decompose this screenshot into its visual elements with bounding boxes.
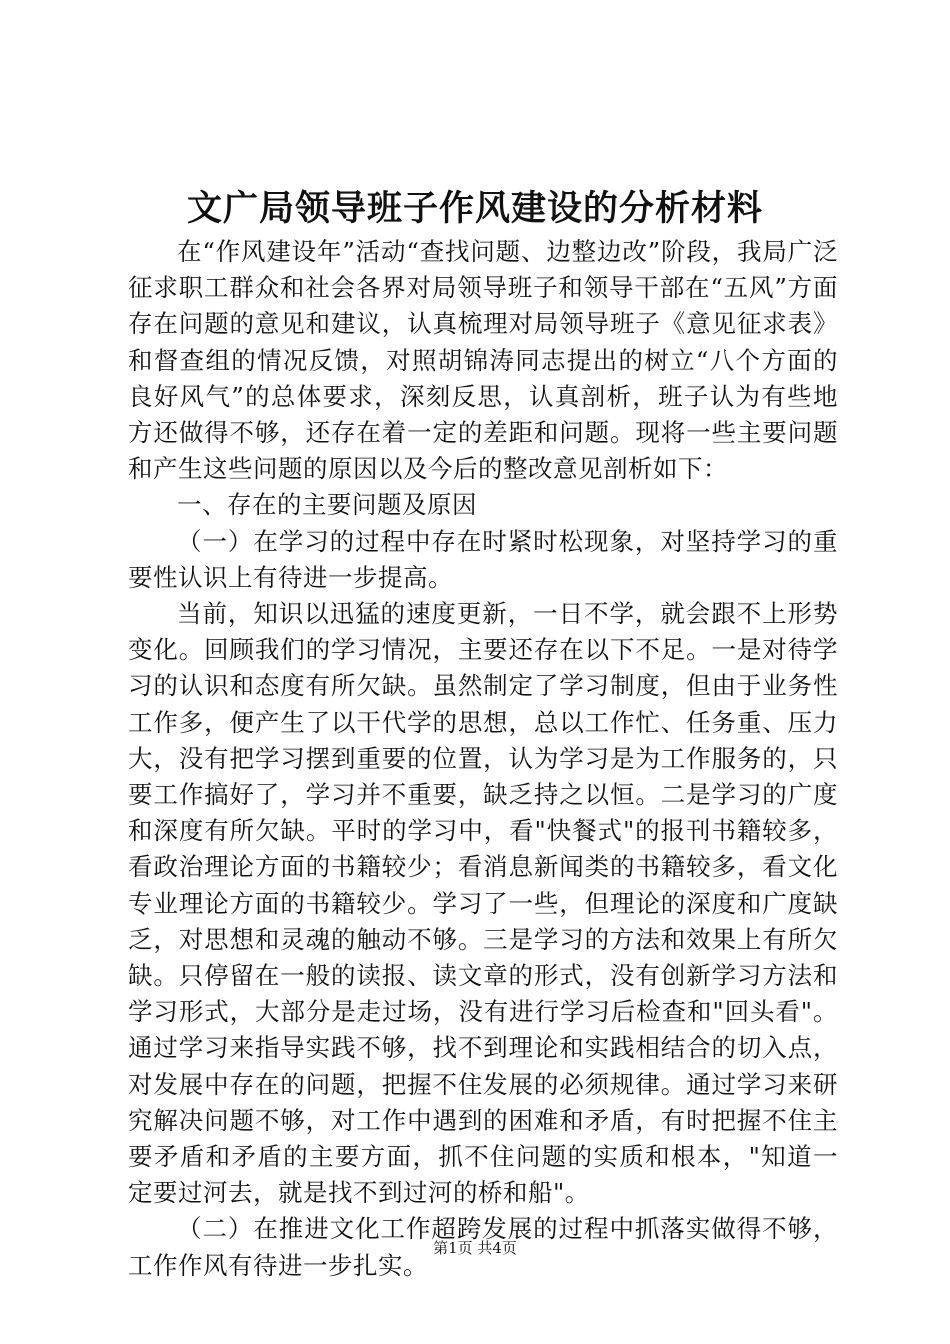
body-paragraph: 当前，知识以迅猛的速度更新，一日不学，就会跟不上形势变化。回顾我们的学习情况，主要还存在以下不足。一是对待学习的认识和态度有所欠缺。虽然制定了学习制度，但由于业务性工作多，便产生了以干代学的思想，总以工作忙、任务重、压力大，没有把学习摆到重要的位置，认为学习是为工作服务的，只要工作搞好了，学习并不重要，缺乏持之以恒。二是学习的广度和深度有所欠缺。平时的学习中，看"快餐式"的报刊书籍较多，看政治理论方面的书籍较少；看消息新闻类的书籍较多，看文化专业理论方面的书籍较少。学习了一些，但理论的深度和广度缺乏，对思想和灵魂的触动不够。三是学习的方法和效果上有所欠缺。只停留在一般的读报、读文章的形式，没有创新学习方法和学习形式，大部分是走过场，没有进行学习后检查和"回头看"。通过学习来指导实践不够，找不到理论和实践相结合的切入点，对发展中存在的问题，把握不住发展的必须规律。通过学习来研究解决问题不够，对工作中遇到的困难和矛盾，有时把握不住主要矛盾和矛盾的主要方面，抓不住问题的实质和根本，"知道一定要过河去，就是找不到过河的桥和船"。 (128, 599, 838, 1208)
subsection-heading-1: （一）在学习的过程中存在时紧时松现象，对坚持学习的重要性认识上有待进一步提高。 (128, 526, 838, 592)
section-heading: 一、存在的主要问题及原因 (177, 490, 477, 520)
document-body (128, 234, 838, 1284)
intro-paragraph: 在“作风建设年”活动“查找问题、边整边改”阶段，我局广泛征求职工群众和社会各界对局领导班子和领导干部在“五风”方面存在问题的意见和建议，认真梳理对局领导班子《意见征求表》和督查组的情况反馈，对照胡锦涛同志提出的树立“八个方面的良好风气”的总体要求，深刻反思，认真剖析，班子认为有些地方还做得不够，还存在着一定的差距和问题。现将一些主要问题和产生这些问题的原因以及今后的整改意见剖析如下： (128, 237, 838, 484)
subsection-heading-2: （二）在推进文化工作超跨发展的过程中抓落实做得不够，工作作风有待进一步扎实。 (128, 1214, 838, 1280)
page-footer: 第1页 共4页 (433, 1239, 517, 1257)
document-title: 文广局领导班子作风建设的分析材料 (186, 188, 763, 229)
